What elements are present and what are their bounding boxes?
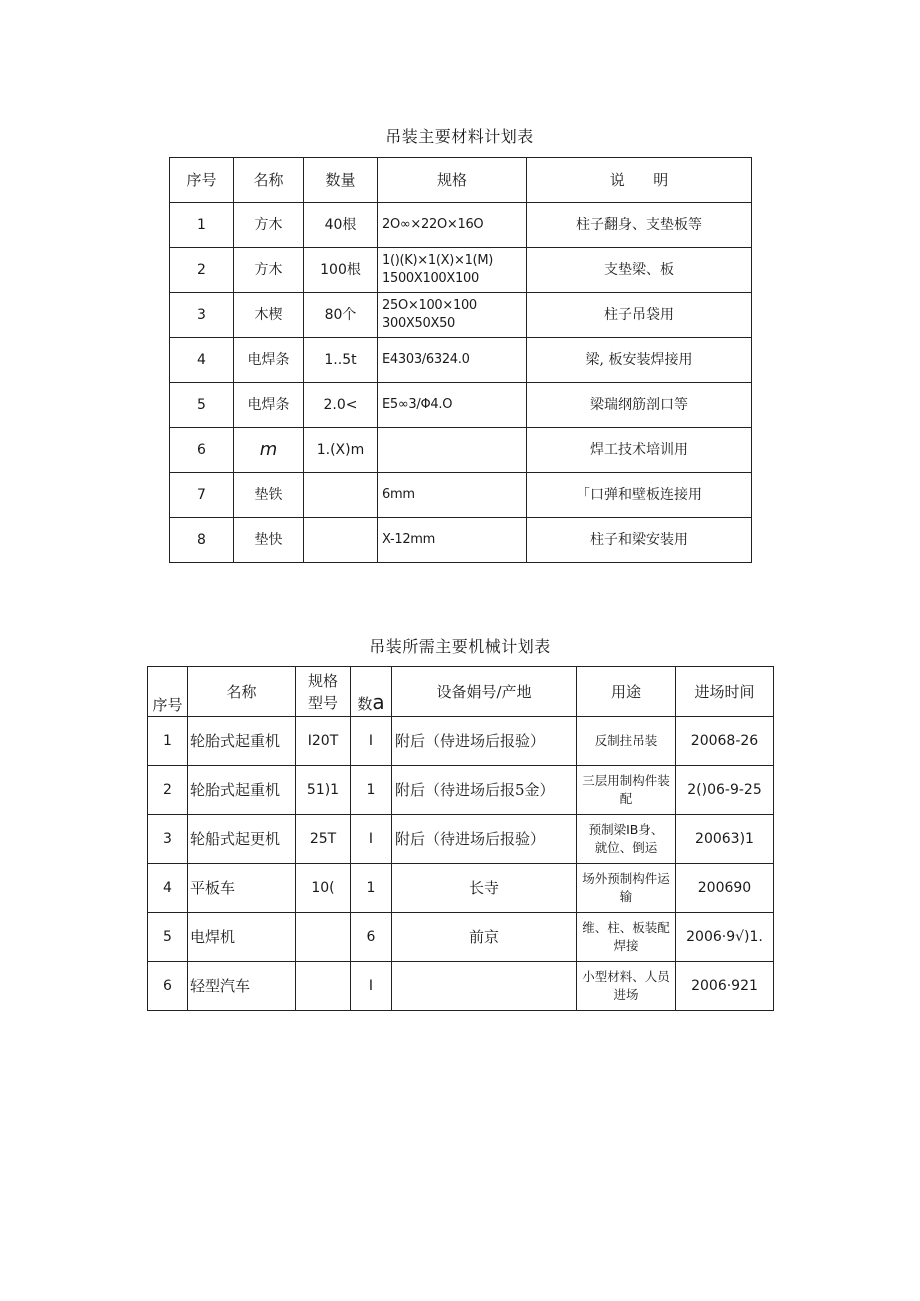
cell-qty: 100根 (304, 248, 378, 293)
cell-note: 「口弹和壁板连接用 (527, 473, 752, 518)
cell-name: 平板车 (188, 864, 296, 913)
cell-model (296, 913, 351, 962)
cell-name: 电焊条 (234, 383, 304, 428)
cell-qty: I (351, 962, 392, 1011)
cell-qty (304, 473, 378, 518)
cell-spec (378, 293, 527, 338)
cell-name: 电焊机 (188, 913, 296, 962)
cell-no: 3 (148, 815, 188, 864)
header-date: 进场时间 (676, 667, 774, 717)
table-row (170, 518, 752, 563)
header-note: 说 明 (527, 158, 752, 203)
cell-date: 2006·9√)1. (676, 913, 774, 962)
materials-table (169, 157, 752, 563)
header-name: 名称 (234, 158, 304, 203)
cell-no: 2 (170, 248, 234, 293)
cell-note: 柱子吊袋用 (527, 293, 752, 338)
cell-use-line2: 进场 (613, 987, 639, 1002)
cell-model: I20T (296, 717, 351, 766)
cell-spec: E4303/6324.0 (378, 338, 527, 383)
header-name: 名称 (188, 667, 296, 717)
cell-use (577, 962, 676, 1011)
cell-note: 梁瑞纲筋剖口等 (527, 383, 752, 428)
header-model (296, 667, 351, 717)
cell-use-line1: 维、柱、板装配 (582, 920, 670, 935)
cell-spec (378, 428, 527, 473)
cell-origin: 附后（侍进场后报验） (392, 717, 577, 766)
cell-date: 20063)1 (676, 815, 774, 864)
cell-note: 梁, 板安装焊接用 (527, 338, 752, 383)
table-header-row (170, 158, 752, 203)
cell-qty: 1 (351, 864, 392, 913)
cell-date: 2006·921 (676, 962, 774, 1011)
cell-origin: 前京 (392, 913, 577, 962)
cell-no: 3 (170, 293, 234, 338)
cell-use (577, 766, 676, 815)
cell-note: 支垫梁、板 (527, 248, 752, 293)
cell-qty: 40根 (304, 203, 378, 248)
cell-no: 1 (148, 717, 188, 766)
cell-use (577, 913, 676, 962)
table-row (170, 473, 752, 518)
cell-name: 轮胎式起重机 (188, 717, 296, 766)
cell-spec (378, 248, 527, 293)
cell-name: 轻型汽车 (188, 962, 296, 1011)
cell-spec: 6mm (378, 473, 527, 518)
cell-no: 1 (170, 203, 234, 248)
table-row (170, 338, 752, 383)
cell-no: 4 (170, 338, 234, 383)
cell-qty: 1.(X)m (304, 428, 378, 473)
cell-qty: I (351, 717, 392, 766)
table-row (148, 717, 774, 766)
cell-name: 垫铁 (234, 473, 304, 518)
table-row (170, 428, 752, 473)
cell-name: 垫快 (234, 518, 304, 563)
cell-use-line1: 小型材料、人员 (582, 969, 670, 984)
cell-date: 2()06-9-25 (676, 766, 774, 815)
cell-no: 6 (148, 962, 188, 1011)
cell-origin: 附后（待进场后报5金） (392, 766, 577, 815)
cell-note: 柱子和梁安装用 (527, 518, 752, 563)
cell-qty: 6 (351, 913, 392, 962)
table-row (148, 766, 774, 815)
cell-spec: E5∞3/Φ4.O (378, 383, 527, 428)
cell-spec-line2: 300X50X50 (382, 316, 456, 331)
cell-name: 轮船式起更机 (188, 815, 296, 864)
table-row (170, 203, 752, 248)
cell-spec: X-12mm (378, 518, 527, 563)
cell-no: 6 (170, 428, 234, 473)
cell-note: 柱子翻身、支垫板等 (527, 203, 752, 248)
cell-use-line1: 三层用制构件装 (582, 773, 670, 788)
header-use: 用途 (577, 667, 676, 717)
header-no: 序号 (148, 667, 188, 717)
header-origin: 设备娟号/产地 (392, 667, 577, 717)
header-no: 序号 (170, 158, 234, 203)
cell-use-line1: 反制拄吊装 (594, 733, 658, 748)
cell-origin (392, 962, 577, 1011)
cell-name: 方木 (234, 203, 304, 248)
cell-origin: 长寺 (392, 864, 577, 913)
table-row (148, 962, 774, 1011)
cell-use-line2: 就位、倒运 (594, 840, 658, 855)
cell-no: 5 (170, 383, 234, 428)
header-qty-suffix: a (372, 690, 385, 714)
cell-use-line2: 焊接 (613, 938, 639, 953)
cell-name: m (234, 428, 304, 473)
header-model-line2: 型号 (307, 693, 338, 712)
cell-qty: 1..5t (304, 338, 378, 383)
cell-spec-line2: 1500X100X100 (382, 271, 479, 286)
cell-no: 5 (148, 913, 188, 962)
cell-name: 方木 (234, 248, 304, 293)
cell-no: 8 (170, 518, 234, 563)
table-row (148, 864, 774, 913)
cell-use-line1: 场外预制构件运 (582, 871, 670, 886)
table-header-row (148, 667, 774, 717)
cell-name: 轮胎式起重机 (188, 766, 296, 815)
cell-use (577, 717, 676, 766)
machinery-table-title: 吊装所需主要机械计划表 (369, 637, 551, 656)
cell-model (296, 962, 351, 1011)
cell-date: 200690 (676, 864, 774, 913)
cell-use (577, 815, 676, 864)
table-row (148, 815, 774, 864)
cell-origin: 附后（待进场后报验） (392, 815, 577, 864)
header-spec: 规格 (378, 158, 527, 203)
cell-name: 电焊条 (234, 338, 304, 383)
cell-qty: 2.0< (304, 383, 378, 428)
cell-spec-line1: 1()(K)×1(X)×1(M) (382, 253, 494, 268)
cell-spec-line1: 25O×100×100 (382, 298, 477, 313)
cell-use-line2: 输 (619, 889, 633, 904)
header-qty-prefix: 数 (357, 695, 373, 713)
cell-model: 51)1 (296, 766, 351, 815)
cell-qty: 1 (351, 766, 392, 815)
machinery-table (147, 666, 774, 1011)
cell-use (577, 864, 676, 913)
table-row (170, 293, 752, 338)
table-row (170, 248, 752, 293)
table-row (170, 383, 752, 428)
cell-note: 焊工技术培训用 (527, 428, 752, 473)
cell-name: 木楔 (234, 293, 304, 338)
header-qty: 数量 (304, 158, 378, 203)
cell-qty (304, 518, 378, 563)
cell-qty: I (351, 815, 392, 864)
cell-spec: 2O∞×22O×16O (378, 203, 527, 248)
cell-no: 4 (148, 864, 188, 913)
cell-no: 2 (148, 766, 188, 815)
cell-date: 20068-26 (676, 717, 774, 766)
cell-no: 7 (170, 473, 234, 518)
materials-table-title: 吊装主要材料计划表 (385, 127, 534, 146)
header-model-line1: 规格 (307, 671, 338, 690)
cell-model: 10( (296, 864, 351, 913)
header-qty (351, 667, 392, 717)
table-row (148, 913, 774, 962)
cell-use-line2: 配 (619, 791, 633, 806)
cell-qty: 80个 (304, 293, 378, 338)
cell-model: 25T (296, 815, 351, 864)
cell-use-line1: 预制梁IB身、 (588, 822, 664, 837)
